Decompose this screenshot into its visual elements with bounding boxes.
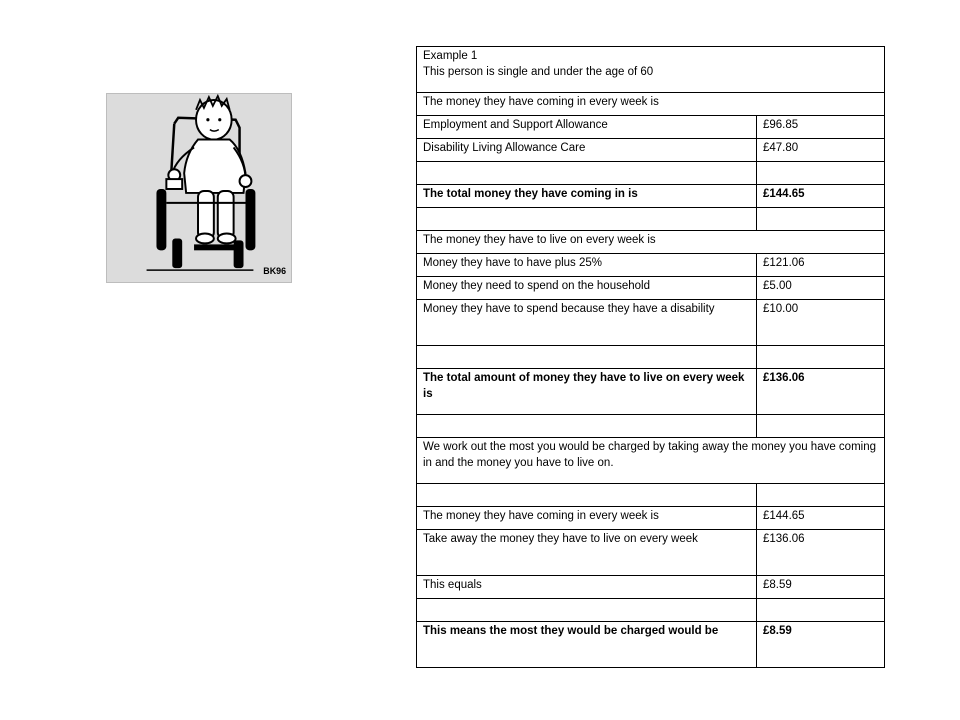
calc-income-label: The money they have coming in every week is bbox=[417, 507, 757, 530]
wheelchair-user-illustration bbox=[106, 93, 292, 283]
table-row bbox=[417, 300, 885, 346]
table-row bbox=[417, 622, 885, 668]
esa-label: Employment and Support Allowance bbox=[417, 116, 757, 139]
total-income-label: The total money they have coming in is bbox=[417, 185, 757, 208]
dla-value: £47.80 bbox=[757, 139, 885, 162]
esa-value: £96.85 bbox=[757, 116, 885, 139]
table-row bbox=[417, 185, 885, 208]
table-row-empty bbox=[417, 162, 885, 185]
table-row bbox=[417, 116, 885, 139]
table-row bbox=[417, 254, 885, 277]
total-income-value: £144.65 bbox=[757, 185, 885, 208]
table-row bbox=[417, 369, 885, 415]
table-row bbox=[417, 507, 885, 530]
explanation-text: We work out the most you would be charged by taking away the money you have coming in and the money you have to live on. bbox=[417, 438, 885, 484]
table-row-empty bbox=[417, 208, 885, 231]
table-row bbox=[417, 438, 885, 484]
total-living-label: The total amount of money they have to live on every week is bbox=[417, 369, 757, 415]
dla-label: Disability Living Allowance Care bbox=[417, 139, 757, 162]
max-charge-value: £8.59 bbox=[757, 622, 885, 668]
household-label: Money they need to spend on the household bbox=[417, 277, 757, 300]
table-row-empty bbox=[417, 415, 885, 438]
table-row bbox=[417, 277, 885, 300]
max-charge-label: This means the most they would be charged would be bbox=[417, 622, 757, 668]
income-heading: The money they have coming in every week is bbox=[417, 93, 885, 116]
plus25-value: £121.06 bbox=[757, 254, 885, 277]
example-title: Example 1 bbox=[423, 50, 478, 62]
table-row-empty bbox=[417, 346, 885, 369]
table-row bbox=[417, 530, 885, 576]
calc-takeaway-label: Take away the money they have to live on every week bbox=[417, 530, 757, 576]
total-living-value: £136.06 bbox=[757, 369, 885, 415]
table-row bbox=[417, 231, 885, 254]
household-value: £5.00 bbox=[757, 277, 885, 300]
disability-value: £10.00 bbox=[757, 300, 885, 346]
example-header-cell bbox=[417, 47, 885, 93]
table-row-empty bbox=[417, 599, 885, 622]
equals-label: This equals bbox=[417, 576, 757, 599]
plus25-label: Money they have to have plus 25% bbox=[417, 254, 757, 277]
calc-takeaway-value: £136.06 bbox=[757, 530, 885, 576]
example-subtitle: This person is single and under the age of 60 bbox=[423, 66, 654, 78]
table-row-empty bbox=[417, 484, 885, 507]
artist-signature: BK96 bbox=[263, 266, 287, 277]
table-row bbox=[417, 576, 885, 599]
living-heading: The money they have to live on every week is bbox=[417, 231, 885, 254]
calc-income-value: £144.65 bbox=[757, 507, 885, 530]
charge-calculation-table bbox=[416, 46, 885, 668]
disability-label: Money they have to spend because they have a disability bbox=[417, 300, 757, 346]
person-in-wheelchair-icon bbox=[107, 94, 291, 282]
equals-value: £8.59 bbox=[757, 576, 885, 599]
table-row bbox=[417, 139, 885, 162]
table-row bbox=[417, 93, 885, 116]
table-row bbox=[417, 47, 885, 93]
